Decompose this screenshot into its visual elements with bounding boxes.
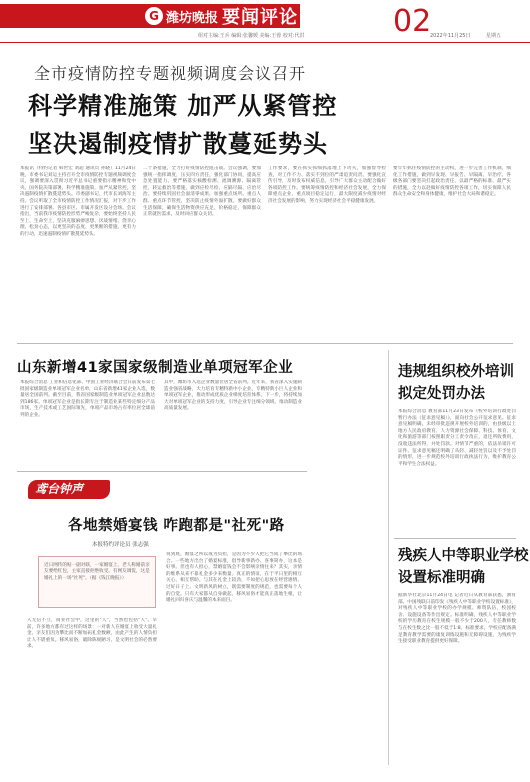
section-divider bbox=[394, 538, 516, 539]
masthead-divider bbox=[0, 42, 530, 43]
issue-weekday: 星期五 bbox=[486, 33, 502, 39]
masthead bbox=[0, 0, 530, 39]
lead-headline-line2: 坚决遏制疫情扩散蔓延势头 bbox=[28, 130, 328, 158]
column-badge-label: 鸢台钟声 bbox=[35, 482, 84, 496]
story2-body-column: 本报综合消息 工业和信息化部、中国工业经济联合会日前发布第七批国家级制造业单项冠军企业名单，山东省新增41家企业入选，数量居全国前列。截至目前，我省国家级制造业单项冠军企业总数达到186家。单项冠军企业是指长期专注于制造业某些特定细分产品市场，生产技术或工艺国际领先，单项产品市场占有率位居全球前列的企业。 bbox=[20, 380, 155, 418]
editors-line: 组对主编:王兵 编辑:张馨媛 美编:王蓉 校对:代洪 bbox=[198, 33, 305, 39]
lead-body-column: 要牢牢抓住疫情防控的主动权，进一步完善工作机制，细化工作措施，做到早发现、早报告、早隔离、早治疗。各级各部门要坚决扛起政治责任，以最严格的标准、最严实的措施，全力以赴做好疫情防控各项工作，切实保障人民群众生命安全和身体健康，维护社会大局和谐稳定。 bbox=[393, 166, 511, 198]
right-story2-headline-line1: 残疾人中等职业学校 bbox=[398, 548, 529, 564]
right-story1-body: 本报综合消息 教育部11月23日发布《校外培训行政处罚暂行办法（征求意见稿）》，面向社会公开征求意见。征求意见稿明确，未经审批违规开展校外培训的，由县级以上地方人民政府教育、人力资源社会保障、科技、体育、文化和旅游等部门按照职责分工责令改正，退还所收费用，没收违法所得，并处罚款。对情节严重的，依法吊销许可证件。征求意见稿还明确了从轻、减轻处罚以及不予处罚的情形，进一步规范校外培训行政执法行为，维护教育公平和学生合法权益。 bbox=[398, 409, 516, 467]
column-byline: 本报特约评论员 张志强 bbox=[92, 542, 149, 548]
paper-logo-icon: G bbox=[145, 7, 163, 25]
column-body-column: 人无信不立，商业社会中，这里的"人"，当然也包括"人"。早前，许多地方都有过这样的场景：一对新人在婚宴上收受大量礼金，亲友们因为攀比而不断加码礼金数额，由此产生的人情负担让人不堪重负。移风易俗，破除陈规陋习，是文明社会的必然要求。 bbox=[27, 618, 157, 650]
lead-body-column: 本报讯（特约记者 韩世宏 刘超 通讯员 孙晓）11月24日晚，市委书记刘运主持召开全市疫情防控专题视频调度会议，强调要深入贯彻习近平总书记重要指示精神和党中央、国务院决策部署，科学精准施策，加严从紧管控，坚决遏制疫情扩散蔓延势头。市委副书记、代市长刘海军主持。会议听取了全市疫情防控工作情况汇报，对下步工作进行了安排部署。各县市区、市属开发区设分会场。会议指出，当前我市疫情防控形势严峻复杂，要始终坚持人民至上、生命至上，坚决克服麻痹思想、厌战情绪、侥幸心理、松劲心态，以更坚决的态度、更果断的措施、更有力的行动，迅速遏制疫情扩散蔓延势头。 bbox=[20, 166, 136, 237]
paper-name: 潍坊晚报 bbox=[166, 11, 219, 26]
lead-body-column: 二十条措施，全力打好疫情防控阻击战。会议强调，要加强统一指挥调度，压实四方责任，强化部门协同，提高应急处置能力。要严格落实核酸检测、流调溯源、隔离管控、转运救治等措施，做到应检尽检、应隔尽隔、应治尽治。要持续巩固社会面清零成果，加强重点场所、重点人群、重点环节管控，坚决防止疫情外溢扩散。要做好群众生活保障，确保生活物资供应充足、价格稳定，保障群众正常就医需求，及时回应群众关切。 bbox=[143, 166, 261, 218]
right-story1-headline-line1: 违规组织校外培训 bbox=[398, 364, 514, 380]
lead-kicker: 全市疫情防控专题视频调度会议召开 bbox=[34, 64, 307, 83]
column-divider bbox=[388, 350, 389, 765]
right-story2-body: 据新华社北京11月24日电 记者近日从教育部获悉，教育部、中国残联日前印发《残疾人中等职业学校设置标准》，对残疾人中等职业学校的办学规模、师资队伍、校园校舍、设施设备等作出规定。标准明确，残疾人中等职业学校的学历教育在校生规模一般不少于200人，专任教师数与在校生数之比一般不低于1:8。标准要求，学校应配备满足教育教学需要的康复训练设施和无障碍设施，为残疾学生接受职业教育提供更好保障。 bbox=[398, 593, 516, 645]
quote-text: 近日网传的贴一副对联，一家婚宴上，老人称婚前亲友要给红包，主家直接拒绝收受。有网友调侃，这是婚礼上的一场"社死"。（据《钱江晚报》） bbox=[44, 563, 150, 581]
right-story2-headline-line2: 设置标准明确 bbox=[398, 570, 485, 586]
page-number: 02 bbox=[393, 4, 432, 39]
section-divider bbox=[17, 471, 307, 472]
section-title: 要闻评论 bbox=[222, 7, 298, 28]
column-body-column: 说到底，婚宴之所以成为负担，是因为不少人把它当成了攀比的场合。一些地方出台了婚宴标准，倡导新事新办、喜事简办，这本是好事。但也有人担心，禁婚宴钱会不会影响亲情往来？其实，亲情的维系从来不靠礼金多少来衡量。真正的情谊，在于平日里的相互关心、相互帮助。与其在礼金上较劲，不如把心思放在经营感情、过好日子上。文明新风的树立，既需要制度的规范，也需要每个人的自觉。只有大家都从自身做起，移风易俗才能真正落地生根，让婚礼回归喜庆与温馨的本来面目。 bbox=[166, 552, 302, 604]
issue-date: 2022年11月25日 bbox=[430, 33, 471, 39]
story2-headline: 山东新增41家国家级制造业单项冠军企业 bbox=[17, 360, 294, 376]
lead-headline-line1: 科学精准施策 加严从紧管控 bbox=[28, 92, 338, 120]
section-divider bbox=[17, 343, 513, 344]
column-headline: 各地禁婚宴钱 咋跑都是"社死"路 bbox=[68, 518, 285, 534]
story2-body-column: 其中，潍坊市入选企业数量位居全省前列。近年来，我省深入实施制造业强省战略，大力培育专精特新中小企业、专精特新小巨人企业和单项冠军企业，推动形成优质企业梯度培育体系。下一步，将持续加大对单项冠军企业的支持力度，引导企业专注细分领域，推动制造业高质量发展。 bbox=[164, 380, 302, 412]
right-story1-headline-line2: 拟定处罚办法 bbox=[398, 386, 485, 402]
lead-body-column: 工作要求，要在抓实抓细抓落地上下功夫，加强督导检查，对工作不力、落实不到位的严肃追责问责。要强化宣传引导，及时发布权威信息，引导广大群众主动配合做好各项防控工作。要统筹疫情防控和经济社会发展，全力保障重点企业、重点项目稳定运行，最大限度减少疫情对经济社会发展的影响，努力实现经济社会平稳健康发展。 bbox=[268, 166, 386, 204]
